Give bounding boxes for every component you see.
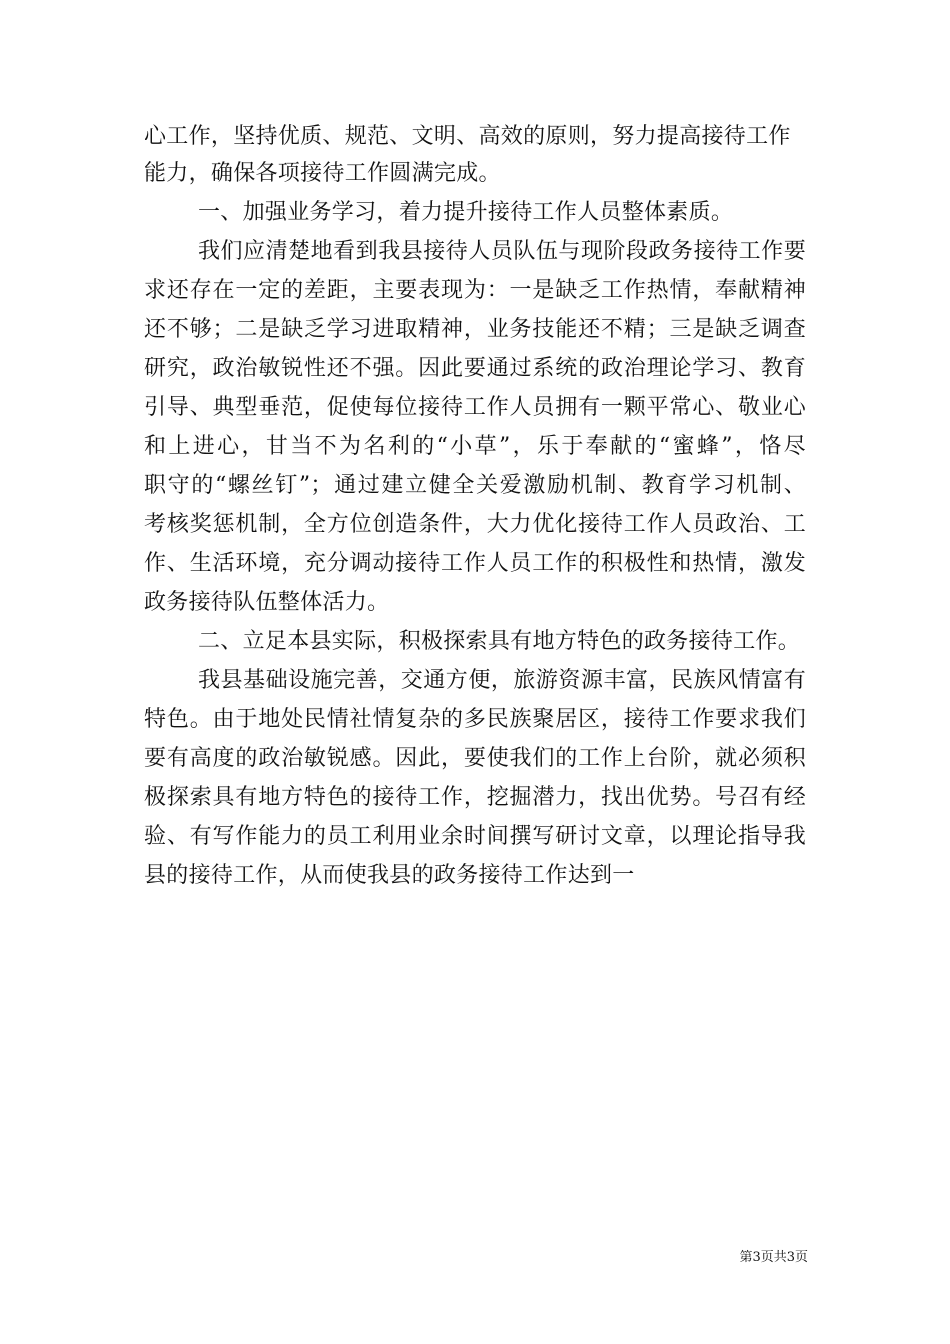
- text-line: 要有高度的政治敏锐感。因此，要使我们的工作上台阶，就必须积: [144, 746, 806, 771]
- text-line: 还不够；二是缺乏学习进取精神，业务技能还不精；三是缺乏调查: [144, 317, 806, 342]
- text-line: 和上进心，甘当不为名利的“小草”，乐于奉献的“蜜蜂”，恪尽: [144, 434, 806, 459]
- section-heading: 一、加强业务学习，着力提升接待工作人员整体素质。: [198, 200, 734, 225]
- text-line: 研究，政治敏锐性还不强。因此要通过系统的政治理论学习、教育: [144, 356, 806, 381]
- text-line: 我们应清楚地看到我县接待人员队伍与现阶段政务接待工作要: [198, 239, 806, 264]
- text-line: 特色。由于地处民情社情复杂的多民族聚居区，接待工作要求我们: [144, 707, 806, 732]
- section-heading: 二、立足本县实际，积极探索具有地方特色的政务接待工作。: [198, 629, 801, 654]
- text-line: 心工作，坚持优质、规范、文明、高效的原则，努力提高接待工作: [144, 124, 791, 149]
- text-line: 极探索具有地方特色的接待工作，挖掘潜力，找出优势。号召有经: [144, 785, 806, 810]
- text-line: 我县基础设施完善，交通方便，旅游资源丰富，民族风情富有: [198, 668, 806, 693]
- text-line: 县的接待工作，从而使我县的政务接待工作达到一: [144, 863, 635, 888]
- text-line: 职守的“螺丝钉”；通过建立健全关爱激励机制、教育学习机制、: [144, 473, 806, 498]
- text-line: 验、有写作能力的员工利用业余时间撰写研讨文章，以理论指导我: [144, 824, 806, 849]
- text-line: 作、生活环境，充分调动接待工作人员工作的积极性和热情，激发: [144, 551, 806, 576]
- text-line: 引导、典型垂范，促使每位接待工作人员拥有一颗平常心、敬业心: [144, 395, 806, 420]
- text-line: 政务接待队伍整体活力。: [144, 590, 390, 615]
- text-line: 考核奖惩机制，全方位创造条件，大力优化接待工作人员政治、工: [144, 512, 806, 537]
- text-line: 求还存在一定的差距，主要表现为：一是缺乏工作热情，奉献精神: [144, 278, 806, 303]
- text-line: 能力，确保各项接待工作圆满完成。: [144, 161, 501, 186]
- page-number: 第3页共3页: [739, 1250, 808, 1265]
